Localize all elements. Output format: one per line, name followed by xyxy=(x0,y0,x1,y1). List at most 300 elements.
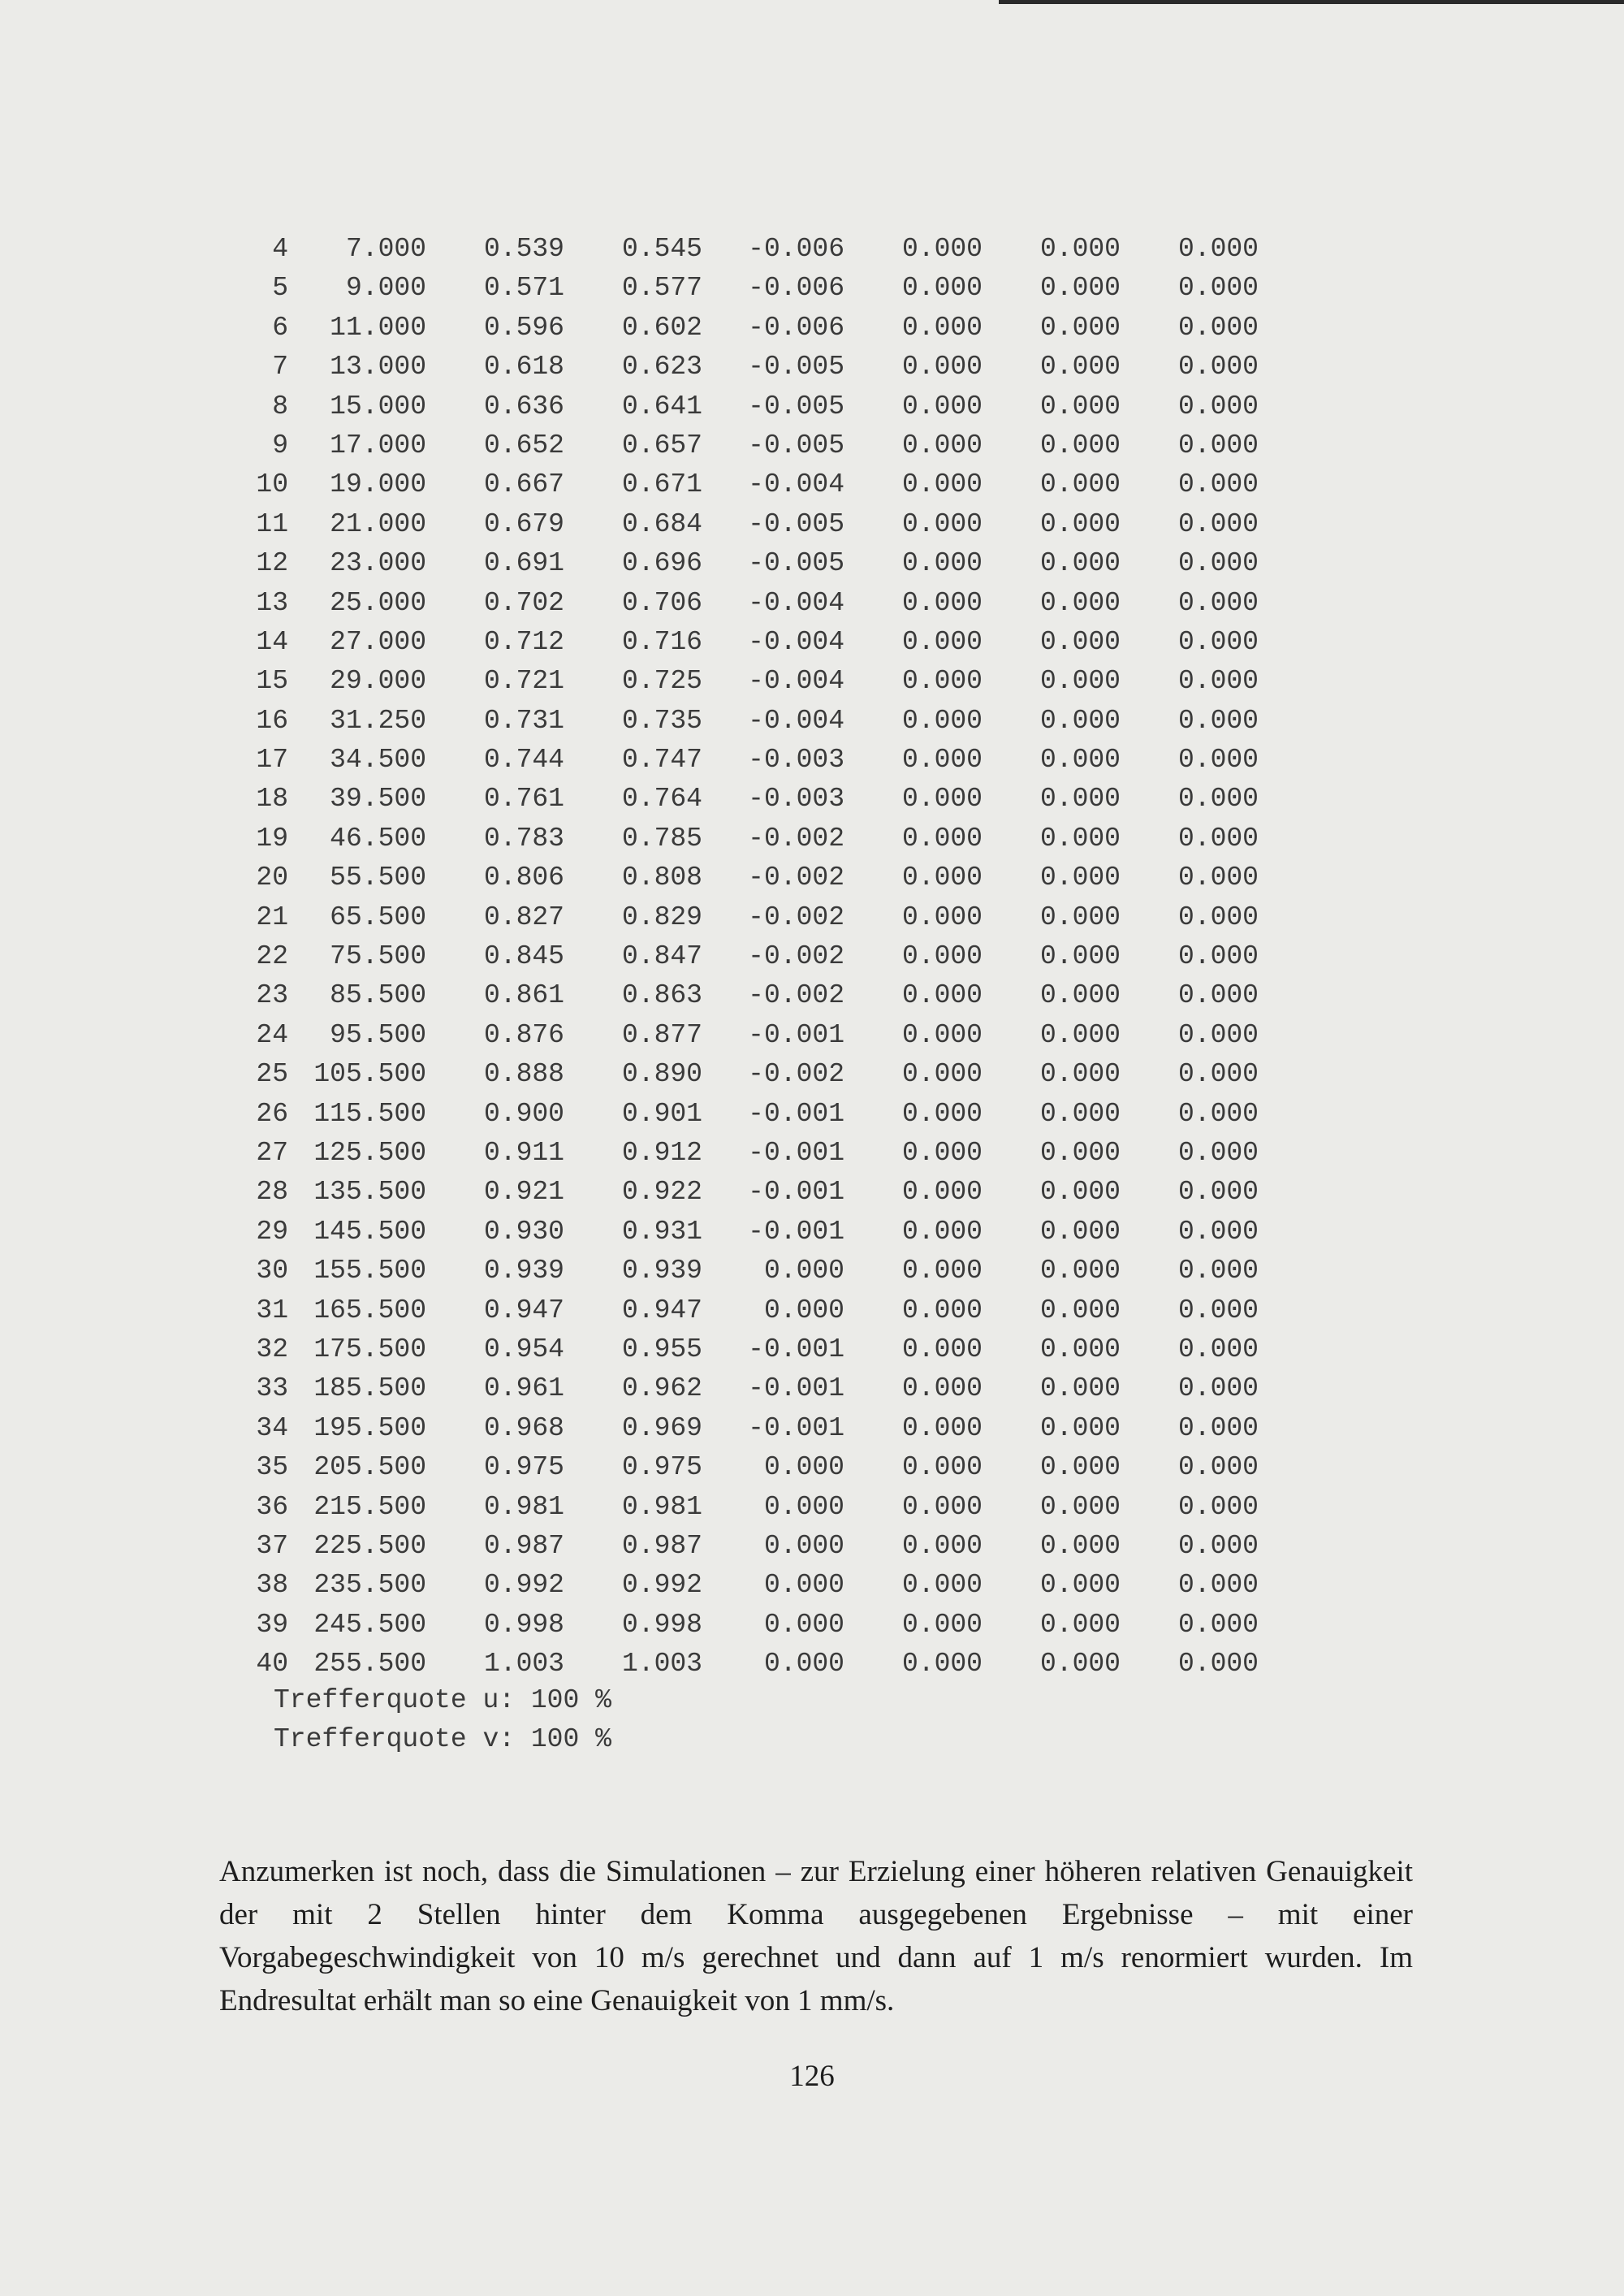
table-cell: 0.998 xyxy=(483,1609,564,1640)
table-cell: 0.000 xyxy=(1177,430,1259,460)
table-cell: 0.992 xyxy=(621,1570,702,1601)
table-cell: -0.003 xyxy=(748,745,844,776)
table-cell: 0.806 xyxy=(483,863,564,893)
table-cell: 0.876 xyxy=(483,1019,564,1050)
table-cell: 0.000 xyxy=(901,1137,983,1168)
scan-page-edge xyxy=(999,0,1624,4)
table-cell: 0.890 xyxy=(621,1059,702,1090)
table-cell: 0.000 xyxy=(901,902,983,932)
table-cell: 0.000 xyxy=(1039,469,1121,500)
table-cell: 0.571 xyxy=(483,273,564,304)
table-cell: 0.618 xyxy=(483,352,564,383)
table-cell: 0.545 xyxy=(621,234,702,264)
table-cell: 0.716 xyxy=(621,626,702,657)
table-cell: 165.500 xyxy=(313,1295,426,1325)
table-cell: 17.000 xyxy=(330,430,426,460)
table-cell: 23.000 xyxy=(330,548,426,579)
table-cell: 21 xyxy=(256,902,288,932)
table-cell: 22 xyxy=(256,941,288,972)
table-cell: 0.000 xyxy=(901,1295,983,1325)
table-cell: 0.000 xyxy=(901,1570,983,1601)
table-cell: 0.000 xyxy=(1039,273,1121,304)
table-cell: 0.679 xyxy=(483,508,564,539)
table-cell: 0.961 xyxy=(483,1373,564,1404)
table-cell: 0.947 xyxy=(621,1295,702,1325)
table-cell: 0.761 xyxy=(483,784,564,815)
table-cell: 0.845 xyxy=(483,941,564,972)
table-cell: 95.500 xyxy=(330,1019,426,1050)
table-cell: -0.001 xyxy=(748,1373,844,1404)
table-cell: 0.829 xyxy=(621,902,702,932)
table-cell: 19.000 xyxy=(330,469,426,500)
table-cell: 0.000 xyxy=(901,745,983,776)
table-cell: 0.000 xyxy=(1039,784,1121,815)
table-cell: 0.921 xyxy=(483,1177,564,1208)
table-cell: 0.000 xyxy=(763,1295,844,1325)
table-cell: 0.000 xyxy=(1177,312,1259,343)
table-cell: 0.641 xyxy=(621,391,702,422)
table-cell: 29.000 xyxy=(330,666,426,697)
table-cell: 0.000 xyxy=(1039,1452,1121,1483)
table-cell: 1.003 xyxy=(621,1649,702,1680)
table-cell: 255.500 xyxy=(313,1649,426,1680)
table-cell: 18 xyxy=(256,784,288,815)
table-cell: 12 xyxy=(256,548,288,579)
table-cell: 0.000 xyxy=(1039,1256,1121,1286)
table-cell: 21.000 xyxy=(330,508,426,539)
table-cell: 38 xyxy=(256,1570,288,1601)
table-cell: 0.000 xyxy=(1177,1334,1259,1364)
table-cell: 0.721 xyxy=(483,666,564,697)
table-cell: 0.000 xyxy=(1177,1570,1259,1601)
table-cell: 0.785 xyxy=(621,823,702,854)
table-cell: 0.000 xyxy=(1039,863,1121,893)
table-cell: 0.000 xyxy=(1039,1530,1121,1561)
table-cell: 0.684 xyxy=(621,508,702,539)
table-cell: 0.998 xyxy=(621,1609,702,1640)
table-cell: -0.005 xyxy=(748,508,844,539)
table-cell: -0.004 xyxy=(748,705,844,736)
table-cell: 0.000 xyxy=(901,1256,983,1286)
table-cell: 0.000 xyxy=(901,1373,983,1404)
note-paragraph: Anzumerken ist noch, dass die Simulationen – zur Erzielung einer höheren relativen Genauigkeit der mit 2 Stellen hinter dem Komma ausgegebenen Ergebnisse – mit einer Vorgabegeschwindigkeit von 10 m/s gerechnet und dann auf 1 m/s renormiert wurden. Im Endresultat erhält man so eine Genauigkeit von 1 mm/s. xyxy=(219,1855,1413,2017)
table-cell: 235.500 xyxy=(313,1570,426,1601)
table-cell: 0.900 xyxy=(483,1098,564,1129)
table-cell: 0.000 xyxy=(1039,626,1121,657)
table-cell: 0.000 xyxy=(901,469,983,500)
table-cell: -0.002 xyxy=(748,1059,844,1090)
table-cell: 0.000 xyxy=(901,1649,983,1680)
table-cell: 195.500 xyxy=(313,1412,426,1443)
table-cell: 0.000 xyxy=(901,1334,983,1364)
table-cell: 0.000 xyxy=(1039,1334,1121,1364)
table-cell: 0.000 xyxy=(1039,391,1121,422)
table-cell: 0.000 xyxy=(901,508,983,539)
table-cell: 31.250 xyxy=(330,705,426,736)
table-cell: 175.500 xyxy=(313,1334,426,1364)
table-cell: 0.783 xyxy=(483,823,564,854)
table-cell: 11.000 xyxy=(330,312,426,343)
table-cell: 0.968 xyxy=(483,1412,564,1443)
table-cell: 0.947 xyxy=(483,1295,564,1325)
table-cell: 0.000 xyxy=(1177,508,1259,539)
table-cell: -0.002 xyxy=(748,863,844,893)
table-cell: 20 xyxy=(256,863,288,893)
table-cell: 0.000 xyxy=(1177,1019,1259,1050)
table-cell: 0.922 xyxy=(621,1177,702,1208)
table-cell: 0.888 xyxy=(483,1059,564,1090)
table-cell: 0.000 xyxy=(1177,587,1259,618)
table-cell: 13 xyxy=(256,587,288,618)
table-cell: 0.652 xyxy=(483,430,564,460)
table-cell: 0.000 xyxy=(1039,823,1121,854)
table-cell: -0.005 xyxy=(748,548,844,579)
table-cell: 0.000 xyxy=(1177,469,1259,500)
table-cell: 0.000 xyxy=(901,234,983,264)
table-cell: 0.808 xyxy=(621,863,702,893)
table-cell: 0.000 xyxy=(901,312,983,343)
table-cell: 23 xyxy=(256,980,288,1011)
table-cell: -0.005 xyxy=(748,352,844,383)
table-cell: 0.000 xyxy=(1039,705,1121,736)
table-cell: -0.003 xyxy=(748,784,844,815)
table-cell: 0.930 xyxy=(483,1216,564,1247)
table-cell: 0.000 xyxy=(763,1452,844,1483)
table-cell: 0.000 xyxy=(1039,980,1121,1011)
table-cell: 0.735 xyxy=(621,705,702,736)
table-cell: 0.725 xyxy=(621,666,702,697)
table-cell: 145.500 xyxy=(313,1216,426,1247)
table-cell: -0.004 xyxy=(748,469,844,500)
table-cell: 0.000 xyxy=(1039,1649,1121,1680)
table-cell: 0.000 xyxy=(1177,863,1259,893)
table-cell: 0.939 xyxy=(621,1256,702,1286)
table-cell: 0.000 xyxy=(1177,1373,1259,1404)
table-cell: 6 xyxy=(272,312,288,343)
table-cell: 0.987 xyxy=(621,1530,702,1561)
table-cell: 0.000 xyxy=(1177,1530,1259,1561)
table-cell: 27 xyxy=(256,1137,288,1168)
table-cell: 0.744 xyxy=(483,745,564,776)
table-cell: 0.000 xyxy=(1039,1491,1121,1522)
table-cell: 0.000 xyxy=(1039,1412,1121,1443)
table-cell: 0.861 xyxy=(483,980,564,1011)
table-cell: 39 xyxy=(256,1609,288,1640)
table-cell: 85.500 xyxy=(330,980,426,1011)
table-cell: 0.702 xyxy=(483,587,564,618)
table-cell: 0.912 xyxy=(621,1137,702,1168)
table-cell: 0.000 xyxy=(763,1530,844,1561)
table-cell: 205.500 xyxy=(313,1452,426,1483)
table-cell: 0.636 xyxy=(483,391,564,422)
table-cell: -0.002 xyxy=(748,902,844,932)
table-cell: 40 xyxy=(256,1649,288,1680)
table-cell: -0.006 xyxy=(748,312,844,343)
table-cell: -0.004 xyxy=(748,587,844,618)
table-cell: 0.000 xyxy=(763,1570,844,1601)
table-cell: 30 xyxy=(256,1256,288,1286)
table-cell: 0.981 xyxy=(621,1491,702,1522)
table-cell: 0.939 xyxy=(483,1256,564,1286)
page-number: 126 xyxy=(789,2060,835,2093)
table-cell: 0.000 xyxy=(1039,745,1121,776)
table-cell: 0.000 xyxy=(1177,666,1259,697)
table-cell: 0.000 xyxy=(1177,1059,1259,1090)
table-cell: 0.827 xyxy=(483,902,564,932)
table-cell: 0.602 xyxy=(621,312,702,343)
table-cell: 0.000 xyxy=(1039,430,1121,460)
table-cell: 7 xyxy=(272,352,288,383)
table-cell: 0.000 xyxy=(1177,902,1259,932)
table-cell: 0.000 xyxy=(901,1098,983,1129)
table-cell: 75.500 xyxy=(330,941,426,972)
table-cell: 0.911 xyxy=(483,1137,564,1168)
table-cell: -0.006 xyxy=(748,273,844,304)
table-cell: 33 xyxy=(256,1373,288,1404)
table-cell: 0.000 xyxy=(1039,902,1121,932)
table-cell: 0.000 xyxy=(1039,1098,1121,1129)
table-cell: 0.000 xyxy=(1039,1137,1121,1168)
table-cell: -0.001 xyxy=(748,1216,844,1247)
table-cell: -0.002 xyxy=(748,980,844,1011)
table-cell: 0.000 xyxy=(1039,312,1121,343)
table-cell: 0.000 xyxy=(901,391,983,422)
table-cell: 1.003 xyxy=(483,1649,564,1680)
table-cell: 46.500 xyxy=(330,823,426,854)
table-cell: 0.000 xyxy=(1039,587,1121,618)
table-cell: 17 xyxy=(256,745,288,776)
table-cell: 0.000 xyxy=(763,1609,844,1640)
trefferquote-v: Trefferquote v: 100 % xyxy=(274,1724,611,1754)
table-cell: 0.000 xyxy=(1177,1137,1259,1168)
table-cell: 135.500 xyxy=(313,1177,426,1208)
table-cell: 0.577 xyxy=(621,273,702,304)
table-cell: 25.000 xyxy=(330,587,426,618)
table-cell: -0.006 xyxy=(748,234,844,264)
table-cell: 0.000 xyxy=(1177,1256,1259,1286)
table-cell: 11 xyxy=(256,508,288,539)
table-cell: 8 xyxy=(272,391,288,422)
table-cell: 0.691 xyxy=(483,548,564,579)
table-cell: 0.623 xyxy=(621,352,702,383)
table-cell: 0.969 xyxy=(621,1412,702,1443)
table-cell: 0.696 xyxy=(621,548,702,579)
table-cell: 0.000 xyxy=(1039,1216,1121,1247)
table-cell: 0.000 xyxy=(1177,745,1259,776)
table-cell: 34 xyxy=(256,1412,288,1443)
table-cell: 7.000 xyxy=(345,234,426,264)
table-cell: 0.000 xyxy=(901,587,983,618)
table-cell: 0.000 xyxy=(901,430,983,460)
table-cell: 0.000 xyxy=(901,1412,983,1443)
table-cell: 0.000 xyxy=(1177,1452,1259,1483)
table-cell: 0.000 xyxy=(1177,1177,1259,1208)
table-cell: 0.000 xyxy=(1039,352,1121,383)
table-cell: 10 xyxy=(256,469,288,500)
table-cell: 0.877 xyxy=(621,1019,702,1050)
table-cell: -0.001 xyxy=(748,1334,844,1364)
table-cell: 39.500 xyxy=(330,784,426,815)
table-cell: 32 xyxy=(256,1334,288,1364)
table-cell: 37 xyxy=(256,1530,288,1561)
table-cell: 0.000 xyxy=(1039,1609,1121,1640)
table-cell: 0.764 xyxy=(621,784,702,815)
table-cell: 27.000 xyxy=(330,626,426,657)
table-cell: 0.847 xyxy=(621,941,702,972)
table-cell: 0.000 xyxy=(1177,1098,1259,1129)
table-cell: -0.001 xyxy=(748,1098,844,1129)
table-cell: 0.000 xyxy=(901,1019,983,1050)
table-cell: 0.706 xyxy=(621,587,702,618)
table-cell: 0.000 xyxy=(763,1649,844,1680)
table-cell: 0.000 xyxy=(1177,1216,1259,1247)
table-cell: 0.000 xyxy=(763,1256,844,1286)
table-cell: 0.931 xyxy=(621,1216,702,1247)
table-cell: 0.000 xyxy=(1039,1177,1121,1208)
table-cell: 24 xyxy=(256,1019,288,1050)
table-cell: -0.004 xyxy=(748,626,844,657)
table-cell: 0.975 xyxy=(621,1452,702,1483)
table-cell: 0.539 xyxy=(483,234,564,264)
table-cell: 35 xyxy=(256,1452,288,1483)
table-cell: 0.000 xyxy=(901,1491,983,1522)
table-cell: 0.000 xyxy=(901,1609,983,1640)
table-cell: 25 xyxy=(256,1059,288,1090)
table-cell: 0.000 xyxy=(1039,1570,1121,1601)
table-cell: -0.001 xyxy=(748,1019,844,1050)
table-cell: 0.000 xyxy=(1177,234,1259,264)
table-cell: 115.500 xyxy=(313,1098,426,1129)
table-cell: 0.000 xyxy=(1177,705,1259,736)
table-cell: 0.901 xyxy=(621,1098,702,1129)
table-cell: 0.981 xyxy=(483,1491,564,1522)
table-cell: 0.596 xyxy=(483,312,564,343)
table-cell: 0.000 xyxy=(1039,508,1121,539)
table-cell: 0.000 xyxy=(1177,391,1259,422)
table-cell: 0.000 xyxy=(901,1530,983,1561)
table-cell: 0.000 xyxy=(1177,548,1259,579)
table-cell: 36 xyxy=(256,1491,288,1522)
table-cell: 9 xyxy=(272,430,288,460)
table-cell: 31 xyxy=(256,1295,288,1325)
table-cell: 0.000 xyxy=(1039,1295,1121,1325)
table-cell: 0.962 xyxy=(621,1373,702,1404)
table-cell: 0.000 xyxy=(1039,1373,1121,1404)
table-cell: 0.000 xyxy=(1177,1609,1259,1640)
table-cell: 105.500 xyxy=(313,1059,426,1090)
table-cell: -0.002 xyxy=(748,941,844,972)
table-cell: 4 xyxy=(272,234,288,264)
table-cell: 0.000 xyxy=(1177,823,1259,854)
table-cell: 14 xyxy=(256,626,288,657)
table-cell: 0.657 xyxy=(621,430,702,460)
table-cell: 0.987 xyxy=(483,1530,564,1561)
table-cell: 215.500 xyxy=(313,1491,426,1522)
table-cell: 0.000 xyxy=(1177,784,1259,815)
table-cell: 0.000 xyxy=(1039,941,1121,972)
table-cell: 0.712 xyxy=(483,626,564,657)
table-cell: 0.000 xyxy=(901,1216,983,1247)
table-cell: 0.863 xyxy=(621,980,702,1011)
table-cell: 0.000 xyxy=(1039,1059,1121,1090)
table-cell: 245.500 xyxy=(313,1609,426,1640)
table-cell: 0.000 xyxy=(1177,626,1259,657)
table-cell: 0.000 xyxy=(763,1491,844,1522)
table-cell: 0.000 xyxy=(1039,234,1121,264)
trefferquote-u: Trefferquote u: 100 % xyxy=(274,1685,611,1715)
table-cell: 0.000 xyxy=(1177,352,1259,383)
table-cell: 0.000 xyxy=(1177,1295,1259,1325)
table-cell: 15 xyxy=(256,666,288,697)
table-cell: 16 xyxy=(256,705,288,736)
table-cell: 0.955 xyxy=(621,1334,702,1364)
table-cell: 0.000 xyxy=(901,784,983,815)
table-cell: 55.500 xyxy=(330,863,426,893)
table-cell: 0.000 xyxy=(901,1452,983,1483)
table-cell: 0.000 xyxy=(901,352,983,383)
table-cell: 65.500 xyxy=(330,902,426,932)
table-cell: 0.975 xyxy=(483,1452,564,1483)
table-cell: 0.000 xyxy=(901,941,983,972)
table-cell: -0.001 xyxy=(748,1177,844,1208)
table-cell: 0.731 xyxy=(483,705,564,736)
table-cell: 225.500 xyxy=(313,1530,426,1561)
table-cell: -0.001 xyxy=(748,1137,844,1168)
table-cell: 0.000 xyxy=(901,823,983,854)
table-cell: 0.000 xyxy=(901,705,983,736)
table-cell: 0.000 xyxy=(901,1177,983,1208)
table-cell: -0.001 xyxy=(748,1412,844,1443)
table-cell: 5 xyxy=(272,273,288,304)
table-cell: 0.000 xyxy=(901,666,983,697)
table-cell: 26 xyxy=(256,1098,288,1129)
table-cell: 0.671 xyxy=(621,469,702,500)
table-cell: 0.747 xyxy=(621,745,702,776)
table-cell: 0.000 xyxy=(1177,980,1259,1011)
table-cell: 0.000 xyxy=(1039,1019,1121,1050)
table-cell: 0.000 xyxy=(901,626,983,657)
table-cell: 155.500 xyxy=(313,1256,426,1286)
table-cell: 0.000 xyxy=(901,548,983,579)
table-cell: 0.000 xyxy=(1177,1491,1259,1522)
table-cell: 13.000 xyxy=(330,352,426,383)
table-cell: 0.000 xyxy=(1177,1649,1259,1680)
table-cell: 0.954 xyxy=(483,1334,564,1364)
table-cell: 19 xyxy=(256,823,288,854)
table-cell: 0.000 xyxy=(1177,1412,1259,1443)
table-cell: 0.667 xyxy=(483,469,564,500)
table-cell: 0.000 xyxy=(901,273,983,304)
table-cell: -0.005 xyxy=(748,430,844,460)
table-cell: 0.000 xyxy=(1039,666,1121,697)
table-cell: -0.005 xyxy=(748,391,844,422)
table-cell: 0.000 xyxy=(1177,941,1259,972)
table-cell: 0.000 xyxy=(901,980,983,1011)
table-cell: 29 xyxy=(256,1216,288,1247)
table-cell: 15.000 xyxy=(330,391,426,422)
table-cell: 0.000 xyxy=(901,863,983,893)
table-cell: 0.992 xyxy=(483,1570,564,1601)
table-cell: 0.000 xyxy=(1177,273,1259,304)
table-cell: -0.002 xyxy=(748,823,844,854)
table-cell: 0.000 xyxy=(901,1059,983,1090)
table-cell: 34.500 xyxy=(330,745,426,776)
table-cell: 28 xyxy=(256,1177,288,1208)
table-cell: 185.500 xyxy=(313,1373,426,1404)
table-cell: 0.000 xyxy=(1039,548,1121,579)
table-cell: 9.000 xyxy=(345,273,426,304)
table-cell: -0.004 xyxy=(748,666,844,697)
